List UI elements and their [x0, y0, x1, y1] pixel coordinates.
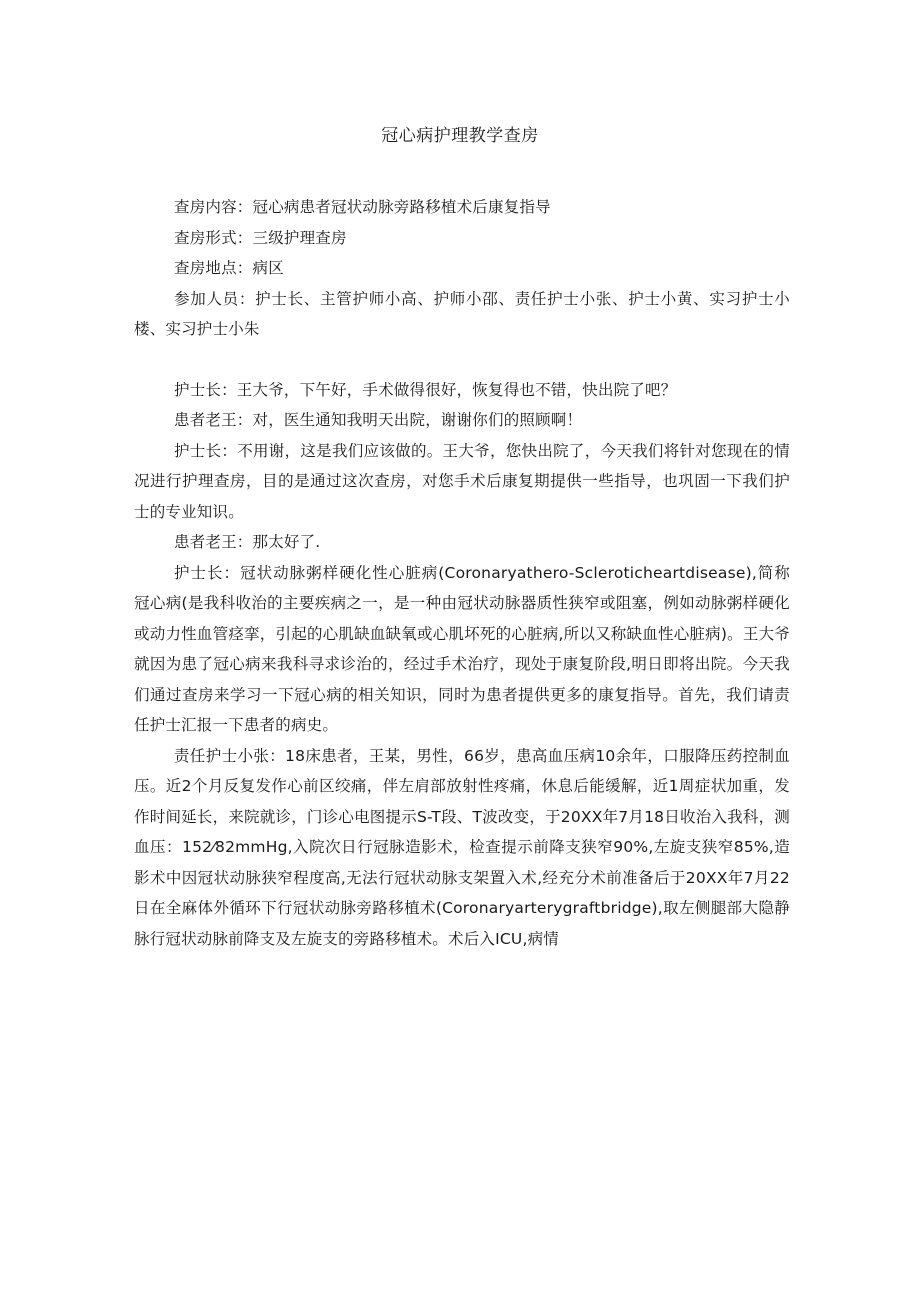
info-participants: 参加人员：护士长、主管护师小高、护师小邵、责任护士小张、护士小黄、实习护士小楼、实习护士小朱	[134, 289, 790, 338]
dialogue-paragraph: 护士长：王大爷，下午好，手术做得很好，恢复得也不错，快出院了吧？	[174, 380, 677, 399]
paragraph-gap	[134, 345, 790, 375]
dialogue-paragraph: 责任护士小张：18床患者，王某，男性，66岁，患高血压病10余年，口服降压药控制血压。近2个月反复发作心前区绞痛，伴左肩部放射性疼痛，休息后能缓解，近1周症状加重，发作时间延长，来院就诊，门诊心电图提示S-T段、T波改变，于20XX年7月18日收治入我科，测血压：152⁄82mmHg,入院次日行冠脉造影术，检查提示前降支狭窄90%,左旋支狭窄85%,造影术中因冠状动脉狭窄程度高,无法行冠状动脉支架置入术,经充分术前准备后于20XX年7月22日在全麻体外循环下行冠状动脉旁路移植术(Coronaryarterygraftbridge),取左侧腿部大隐静脉行冠状动脉前降支及左旋支的旁路移植术。术后入ICU,病情	[134, 746, 790, 948]
info-content: 查房内容：冠心病患者冠状动脉旁路移植术后康复指导	[174, 198, 551, 216]
document-title: 冠心病护理教学查房	[381, 126, 539, 146]
info-location: 查房地点：病区	[174, 259, 284, 277]
dialogue-paragraph: 护士长：冠状动脉粥样硬化性心脏病(Coronaryathero-Scleroticheartdisease),简称冠心病(是我科收治的主要疾病之一，是一种由冠状动脉器质性狭窄或阻塞，例如动脉粥样硬化或动力性血管痉挛，引起的心肌缺血缺氧或心肌坏死的心脏病,所以又称缺血性心脏病)。王大爷就因为患了冠心病来我科寻求诊治的，经过手术治疗，现处于康复阶段,明日即将出院。今天我们通过查房来学习一下冠心病的相关知识，同时为患者提供更多的康复指导。首先，我们请责任护士汇报一下患者的病史。	[134, 563, 790, 734]
dialogue-paragraph: 患者老王：对，医生通知我明天出院，谢谢你们的照顾啊！	[174, 411, 583, 429]
dialogue-paragraph: 护士长：不用谢，这是我们应该做的。王大爷，您快出院了，今天我们将针对您现在的情况进行护理查房，目的是通过这次查房，对您手术后康复期提供一些指导，也巩固一下我们护士的专业知识。	[134, 441, 790, 521]
info-format: 查房形式：三级护理查房	[174, 228, 347, 247]
dialogue-paragraph: 患者老王：那太好了.	[174, 533, 321, 551]
document-body	[134, 192, 790, 954]
